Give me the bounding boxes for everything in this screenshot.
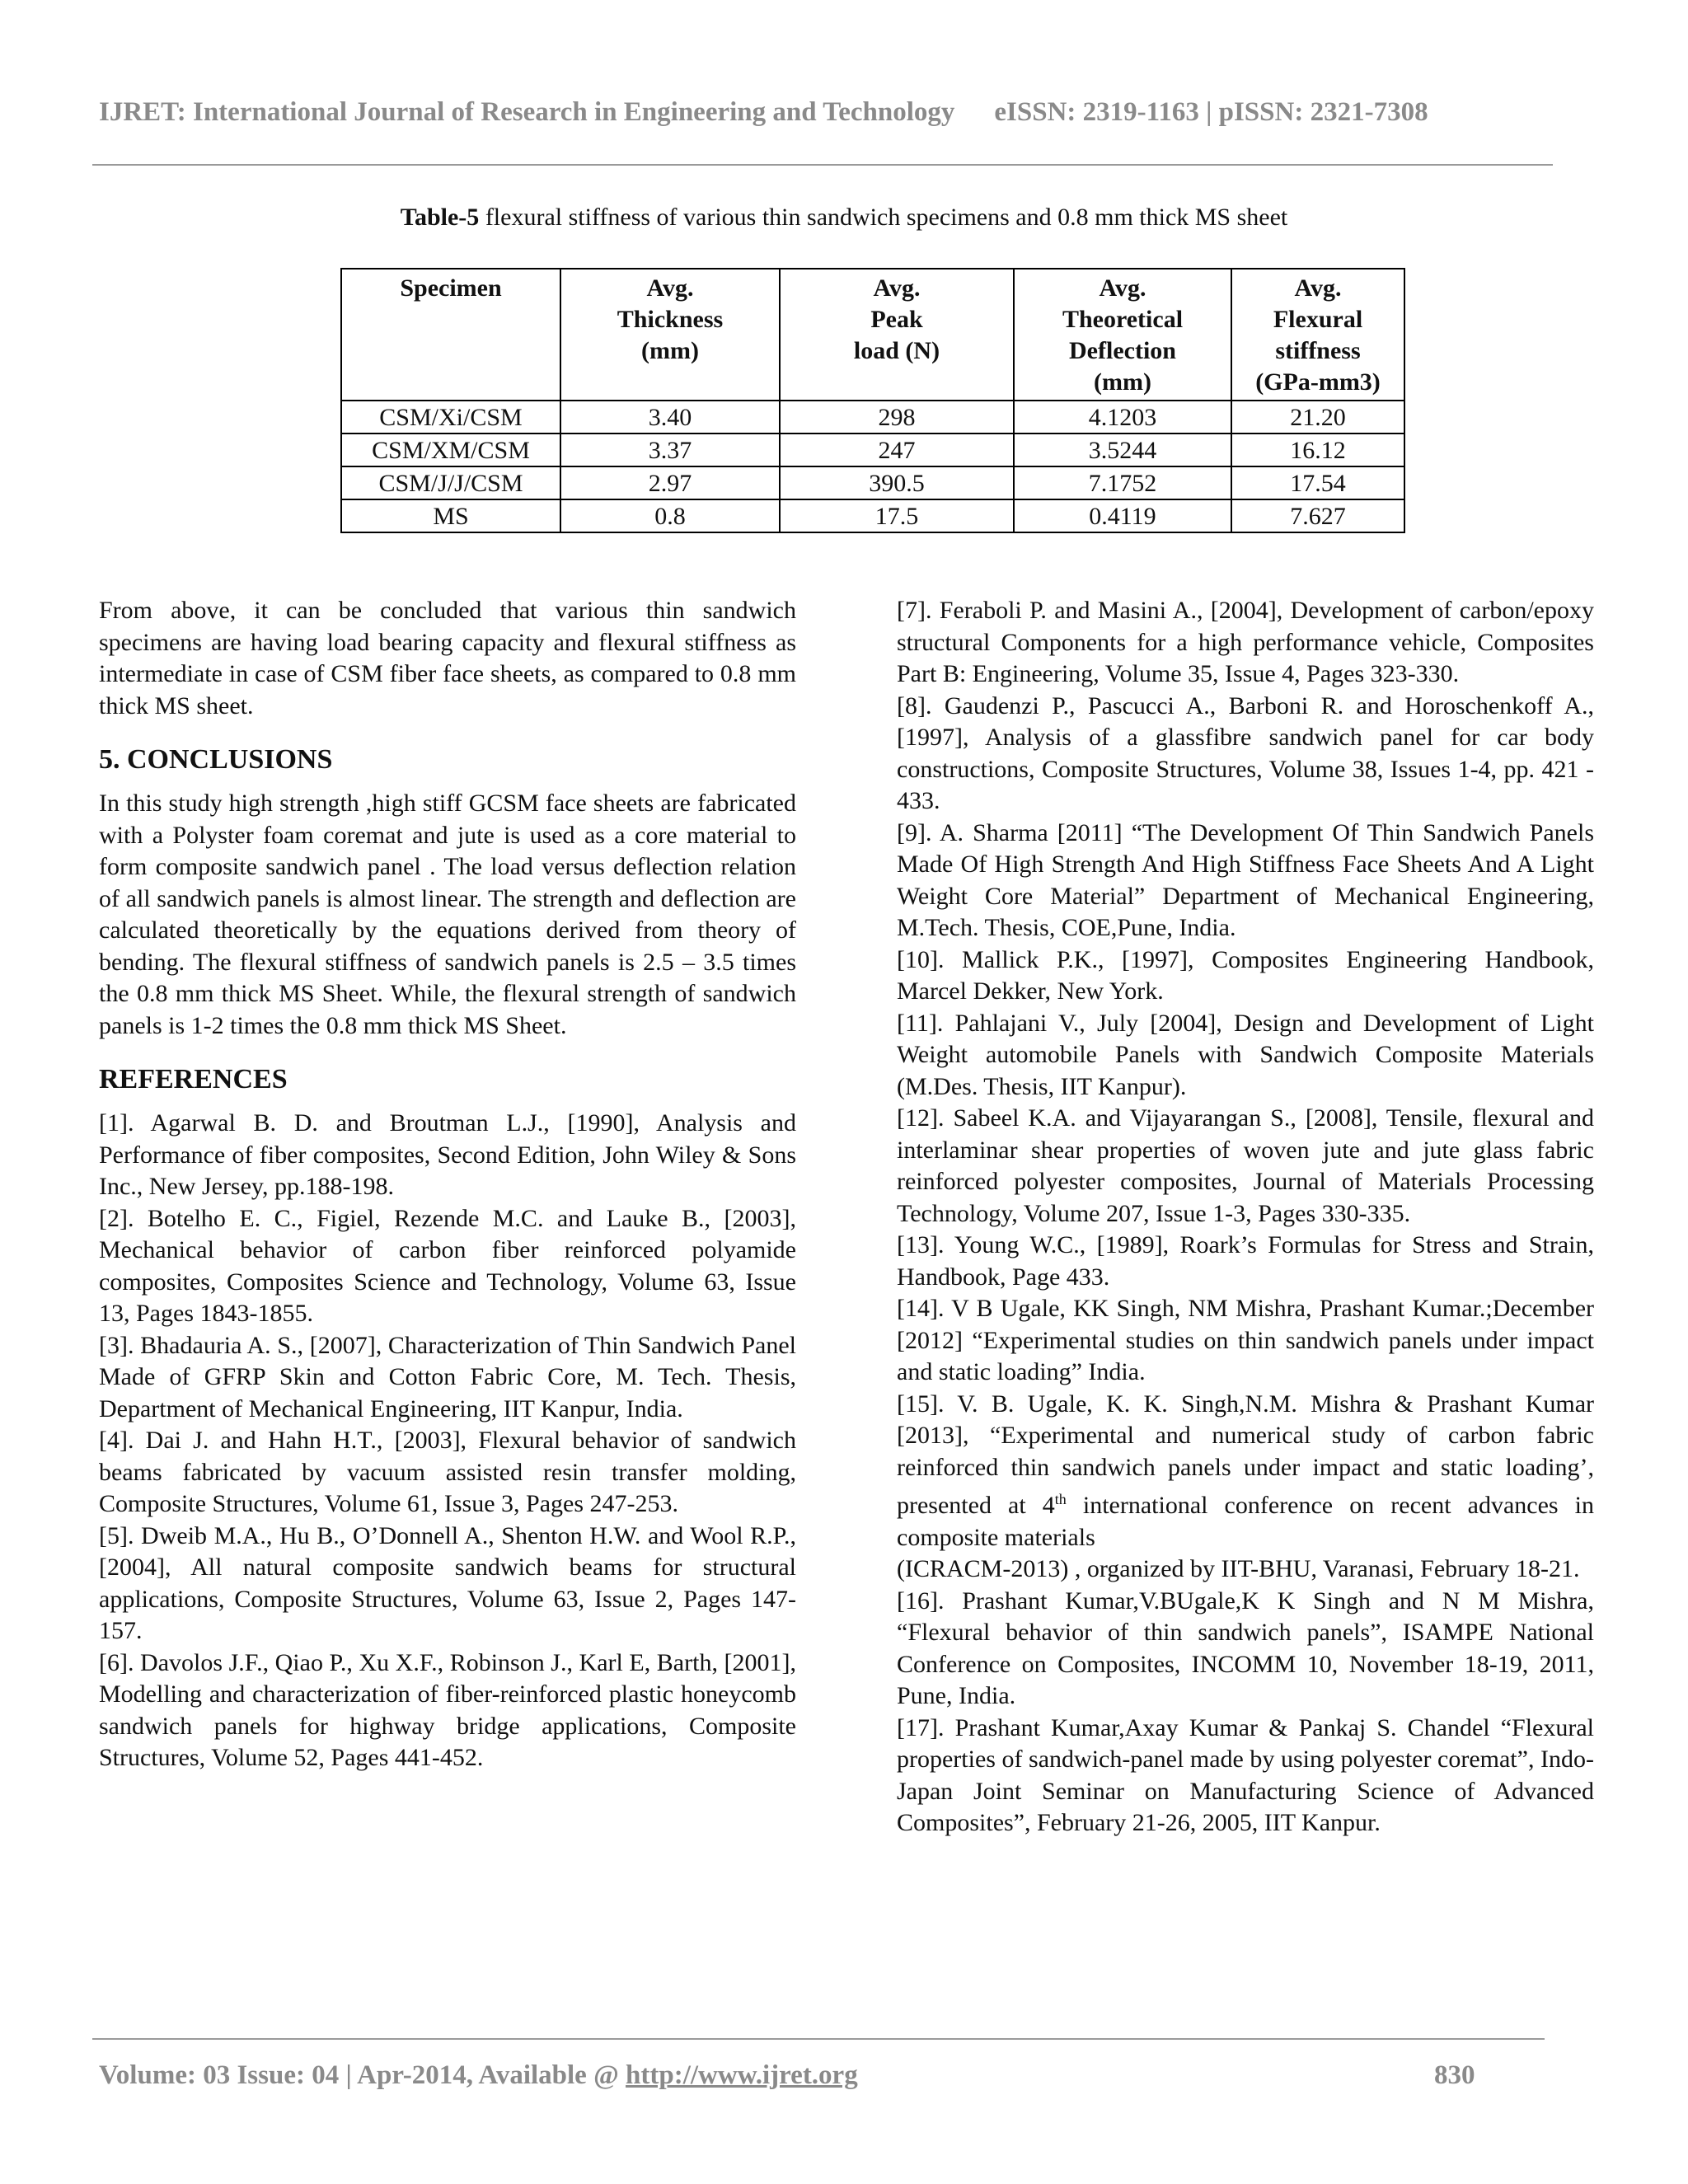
table-row [341, 466, 1404, 499]
col-header-line: (GPa-mm3) [1255, 368, 1381, 396]
reference-item: [16]. Prashant Kumar,V.BUgale,K K Singh and N M Mishra, “Flexural behavior of thin sandwich panels”, ISAMPE National Conference on Composites, INCOMM 10, November 18-19, 2011, Pune, India. [897, 1586, 1594, 1709]
table-cell: 17.54 [1231, 466, 1404, 499]
running-header [99, 97, 1550, 128]
table-cell: 16.12 [1231, 434, 1404, 466]
reference-item: [11]. Pahlajani V., July [2004], Design and Development of Light Weight automobile Panels with Sandwich Composite Materials (M.Des. Thesis, IIT Kanpur). [897, 1009, 1594, 1100]
table-row [341, 434, 1404, 466]
table-cell: 390.5 [780, 466, 1014, 499]
flexural-stiffness-table [340, 268, 1405, 533]
col-header-line: Avg. [873, 274, 921, 302]
reference-item: [8]. Gaudenzi P., Pascucci A., Barboni R. and Horoschenkoff A., [1997], Analysis of a glassfibre sandwich panel for car body constructions, Composite Structures, Volume 38, Issues 1-4, pp. 421 - 433. [897, 691, 1594, 814]
col-header-deflection [1014, 269, 1231, 401]
conclusions-paragraph: In this study high strength ,high stiff GCSM face sheets are fabricated with a Polyster foam coremat and jute is used as a core material to form composite sandwich panel . The load versus deflection relation of all sandwich panels is almost linear. The strength and deflection are calculated theoretically by the equations derived from theory of bending. The flexural stiffness of sandwich panels is 2.5 – 3.5 times the 0.8 mm thick MS Sheet. While, the flexural strength of sandwich panels is 1-2 times the 0.8 mm thick MS Sheet. [99, 790, 796, 1039]
table-cell: 3.5244 [1014, 434, 1231, 466]
intro-paragraph: From above, it can be concluded that various thin sandwich specimens are having load bearing capacity and flexural stiffness as intermediate in case of CSM fiber face sheets, as compared to 0.8 mm thick MS sheet. [99, 597, 796, 719]
references-heading: REFERENCES [99, 1064, 288, 1094]
col-header-stiffness [1231, 269, 1404, 401]
table-cell: CSM/J/J/CSM [341, 466, 560, 499]
journal-link[interactable]: http://www.ijret.org [626, 2060, 858, 2090]
reference-item: [12]. Sabeel K.A. and Vijayarangan S., [2008], Tensile, flexural and interlaminar shear properties of woven jute and jute glass fabric reinforced polyester composites, Journal of Materials Processing Technology, Volume 207, Issue 1-3, Pages 330-335. [897, 1104, 1594, 1227]
table-cell: 7.627 [1231, 499, 1404, 532]
table-cell: 4.1203 [1014, 401, 1231, 434]
reference-item: [2]. Botelho E. C., Figiel, Rezende M.C. and Lauke B., [2003], Mechanical behavior of carbon fiber reinforced polyamide composites, Composites Science and Technology, Volume 63, Issue 13, Pages 1843-1855. [99, 1204, 796, 1327]
superscript-th: th [1054, 1491, 1067, 1507]
col-header-line: Deflection [1069, 337, 1176, 364]
running-footer [99, 2060, 1484, 2091]
table-cell: CSM/Xi/CSM [341, 401, 560, 434]
col-header-line: Avg. [1099, 274, 1146, 302]
volume-info: Volume: 03 Issue: 04 | Apr-2014, Available @ [99, 2060, 626, 2090]
table-cell: 7.1752 [1014, 466, 1231, 499]
col-header-line: Avg. [1294, 274, 1342, 302]
page-number: 830 [1434, 2060, 1475, 2090]
reference-item-15 [897, 1389, 1594, 1554]
header-divider [92, 164, 1553, 166]
table-cell: 247 [780, 434, 1014, 466]
footer-divider [92, 2038, 1545, 2040]
table-cell: 17.5 [780, 499, 1014, 532]
col-header-line: Thickness [617, 306, 724, 333]
table-cell: 2.97 [560, 466, 780, 499]
col-header-line: Peak [870, 306, 923, 333]
table-header-row [341, 269, 1404, 401]
col-header-line: (mm) [1094, 368, 1151, 396]
reference-item: [13]. Young W.C., [1989], Roark’s Formulas for Stress and Strain, Handbook, Page 433. [897, 1231, 1594, 1291]
reference-item: [1]. Agarwal B. D. and Broutman L.J., [1990], Analysis and Performance of fiber composites, Second Edition, John Wiley & Sons Inc., New Jersey, pp.188-198. [99, 1109, 796, 1200]
col-header-line: stiffness [1275, 337, 1361, 364]
reference-item: [3]. Bhadauria A. S., [2007], Characterization of Thin Sandwich Panel Made of GFRP Skin and Cotton Fabric Core, M. Tech. Thesis, Department of Mechanical Engineering, IIT Kanpur, India. [99, 1331, 796, 1422]
journal-title: IJRET: International Journal of Research in Engineering and Technology [99, 97, 955, 127]
table-cell: 0.8 [560, 499, 780, 532]
reference-15-part: international conference on recent advances in composite materials [897, 1492, 1594, 1551]
reference-15-continuation: (ICRACM-2013) , organized by IIT-BHU, Varanasi, February 18-21. [897, 1555, 1580, 1582]
table-cell: 298 [780, 401, 1014, 434]
reference-item: [14]. V B Ugale, KK Singh, NM Mishra, Prashant Kumar.;December [2012] “Experimental studies on thin sandwich panels under impact and static loading” India. [897, 1295, 1594, 1385]
reference-item: [17]. Prashant Kumar,Axay Kumar & Pankaj S. Chandel “Flexural properties of sandwich-panel made by using polyester coremat”, Indo-Japan Joint Seminar on Manufacturing Science of Advanced Composites”, February 21-26, 2005, IIT Kanpur. [897, 1713, 1594, 1836]
table-cell: 3.40 [560, 401, 780, 434]
col-header-specimen [341, 269, 560, 401]
col-header-line: Flexural [1273, 306, 1363, 333]
right-column [897, 595, 1594, 1840]
table-cell: MS [341, 499, 560, 532]
table-caption [0, 204, 1688, 232]
table-cell: 21.20 [1231, 401, 1404, 434]
conclusions-heading: 5. CONCLUSIONS [99, 744, 333, 775]
table-caption-text: flexural stiffness of various thin sandwich specimens and 0.8 mm thick MS sheet [479, 204, 1288, 231]
reference-item: [9]. A. Sharma [2011] “The Development Of Thin Sandwich Panels Made Of High Strength And High Stiffness Face Sheets And A Light Weight Core Material” Department of Mechanical Engineering, M.Tech. Thesis, COE,Pune, India. [897, 818, 1594, 941]
table-row [341, 499, 1404, 532]
col-header-line: Theoretical [1062, 306, 1184, 333]
issn-info: eISSN: 2319-1163 | pISSN: 2321-7308 [994, 97, 1428, 127]
table-row [341, 401, 1404, 434]
table-cell: 3.37 [560, 434, 780, 466]
left-column [99, 595, 796, 1774]
table-cell: 0.4119 [1014, 499, 1231, 532]
col-header-line: Specimen [400, 274, 502, 302]
col-header-line: (mm) [641, 337, 699, 364]
reference-item: [4]. Dai J. and Hahn H.T., [2003], Flexural behavior of sandwich beams fabricated by vacuum assisted resin transfer molding, Composite Structures, Volume 61, Issue 3, Pages 247-253. [99, 1427, 796, 1517]
reference-item: [10]. Mallick P.K., [1997], Composites Engineering Handbook, Marcel Dekker, New York. [897, 945, 1594, 1005]
col-header-peak-load [780, 269, 1014, 401]
reference-15-part: [15]. V. B. Ugale, K. K. Singh,N.M. Mishra & Prashant Kumar [2013], “Experimental and numerical study of carbon fabric reinforced thin sandwich panels under impact and static loading’, presented at 4 [897, 1390, 1594, 1519]
table-caption-label: Table-5 [400, 204, 480, 231]
col-header-line: load (N) [853, 337, 940, 364]
col-header-thickness [560, 269, 780, 401]
reference-item: [6]. Davolos J.F., Qiao P., Xu X.F., Robinson J., Karl E, Barth, [2001], Modelling and characterization of fiber-reinforced plastic honeycomb sandwich panels for highway bridge applications, Composite Structures, Volume 52, Pages 441-452. [99, 1648, 796, 1771]
reference-item: [7]. Feraboli P. and Masini A., [2004], Development of carbon/epoxy structural Components for a high performance vehicle, Composites Part B: Engineering, Volume 35, Issue 4, Pages 323-330. [897, 597, 1594, 687]
table-cell: CSM/XM/CSM [341, 434, 560, 466]
reference-item: [5]. Dweib M.A., Hu B., O’Donnell A., Shenton H.W. and Wool R.P., [2004], All natural composite sandwich beams for structural applications, Composite Structures, Volume 63, Issue 2, Pages 147-157. [99, 1521, 796, 1644]
col-header-line: Avg. [646, 274, 694, 302]
